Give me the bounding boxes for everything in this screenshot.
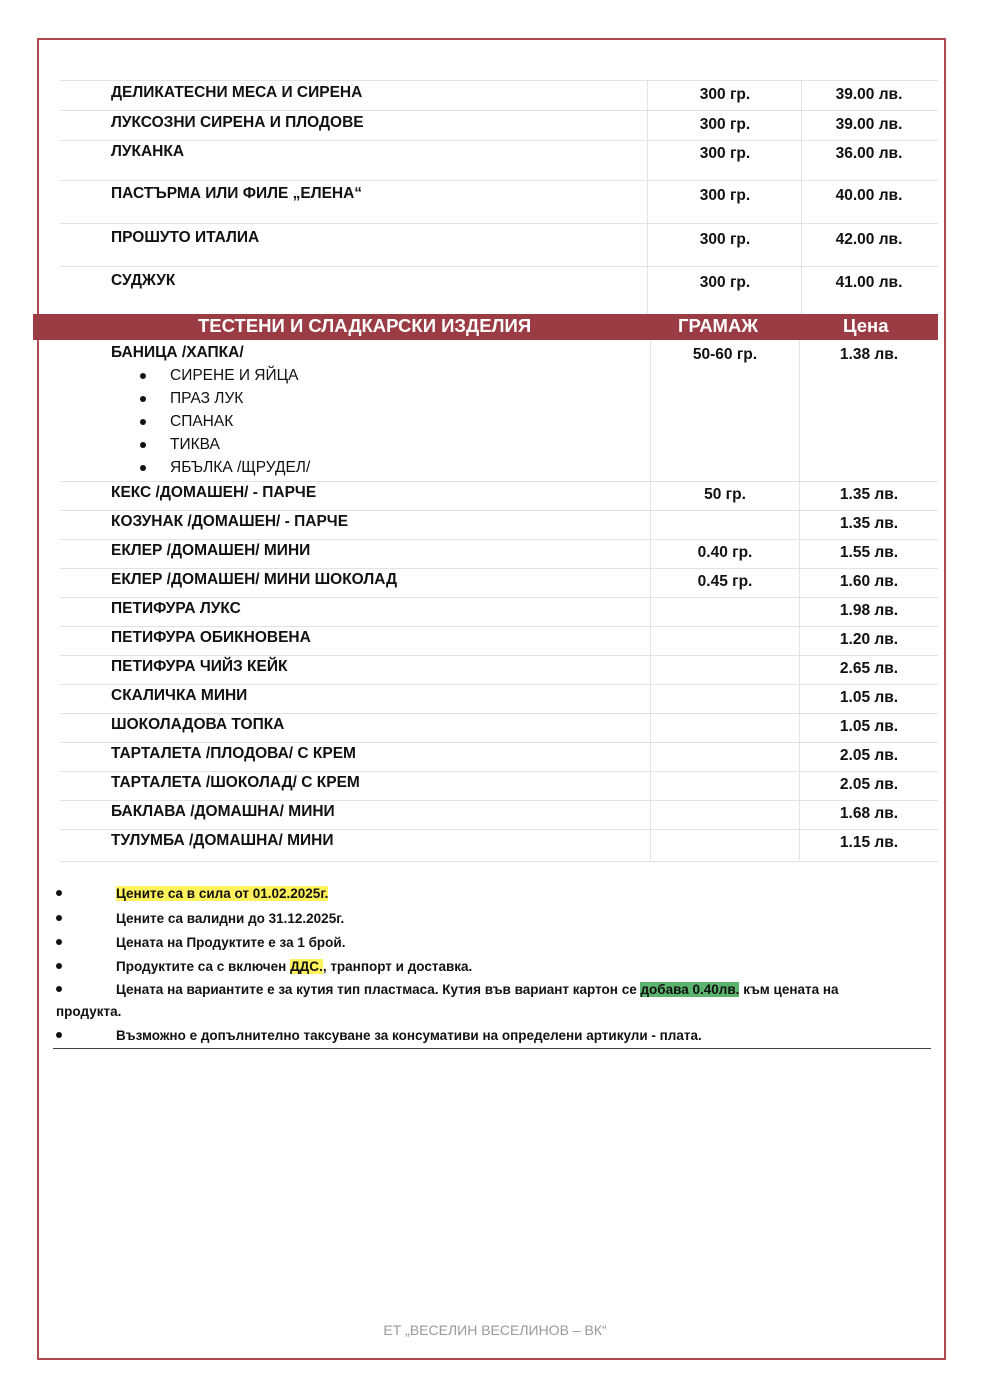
table-row [60,180,938,224]
item-price: 39.00 лв. [835,86,903,103]
item-weight: 300 гр. [699,116,751,133]
item-price: 1.05 лв. [839,718,899,735]
item-price: 1.38 лв. [839,346,899,363]
item-name: БАКЛАВА /ДОМАШНА/ МИНИ [111,803,335,820]
item-name: ЛУКСОЗНИ СИРЕНА И ПЛОДОВЕ [111,114,364,131]
item-weight: 50 гр. [704,486,746,503]
item-price: 1.98 лв. [839,602,899,619]
item-name: ТУЛУМБА /ДОМАШНА/ МИНИ [111,832,334,849]
item-name: ТАРТАЛЕТА /ПЛОДОВА/ С КРЕМ [111,745,356,762]
item-price: 2.05 лв. [839,776,899,793]
note-highlight: ДДС. [290,959,323,974]
item-name: ЕКЛЕР /ДОМАШЕН/ МИНИ ШОКОЛАД [111,571,398,588]
note-text: към цената на [739,982,839,997]
item-weight: 300 гр. [699,274,751,291]
item-price: 1.15 лв. [839,834,899,851]
item-price: 1.20 лв. [839,631,899,648]
table-row [60,223,938,267]
bullet-icon [140,465,146,471]
item-name: ЛУКАНКА [111,143,185,160]
bullet-icon [56,939,62,945]
item-name: БАНИЦА /ХАПКА/ [111,344,244,361]
variant-item: ПРАЗ ЛУК [170,390,244,407]
item-name: СУДЖУК [111,272,176,289]
section-title: ТЕСТЕНИ И СЛАДКАРСКИ ИЗДЕЛИЯ [198,315,532,336]
item-name: КЕКС /ДОМАШЕН/ - ПАРЧЕ [111,484,317,501]
bullet-icon [140,419,146,425]
variant-item: ЯБЪЛКА /ЩРУДЕЛ/ [170,459,311,476]
table-row [60,713,938,743]
table-row [60,510,938,540]
table-row [60,140,938,181]
bullet-icon [140,373,146,379]
table-row [60,684,938,714]
item-weight: 300 гр. [699,231,751,248]
note-text: Цената на вариантите е за кутия тип пластмаса. Кутия във вариант картон се [116,982,641,997]
item-name: ПЕТИФУРА ЛУКС [111,600,241,617]
item-price: 39.00 лв. [835,116,903,133]
table-row [60,655,938,685]
note-highlight: добава 0.40лв. [640,982,740,997]
table-row [60,771,938,801]
note-text: Цената на Продуктите е за 1 брой. [116,935,346,950]
item-price: 36.00 лв. [835,145,903,162]
item-price: 2.65 лв. [839,660,899,677]
note-text: продукта. [56,1004,122,1019]
variant-item: ТИКВА [170,436,220,453]
table-row [60,80,938,111]
item-weight: 0.40 гр. [697,544,753,561]
note-text: Цените са в сила от 01.02.2025г. [116,886,329,901]
table-row [60,742,938,772]
note-text: , транпорт и доставка. [322,959,473,974]
bullet-icon [56,986,62,992]
table-row [60,626,938,656]
bullet-icon [140,442,146,448]
table-row [60,539,938,569]
item-name: ЕКЛЕР /ДОМАШЕН/ МИНИ [111,542,311,559]
item-price: 1.55 лв. [839,544,899,561]
table-row [60,481,938,511]
bullet-icon [56,963,62,969]
column-header-weight: ГРАМАЖ [678,315,759,336]
item-price: 1.60 лв. [839,573,899,590]
item-price: 1.35 лв. [839,515,899,532]
table-row [60,568,938,598]
bullet-icon [56,915,62,921]
item-weight: 50-60 гр. [692,346,758,363]
item-price: 2.05 лв. [839,747,899,764]
variant-item: СПАНАК [170,413,234,430]
item-price: 42.00 лв. [835,231,903,248]
item-price: 1.35 лв. [839,486,899,503]
table-row [60,829,938,862]
item-name: ПРОШУТО ИТАЛИА [111,229,260,246]
divider [53,1048,931,1049]
table-row [60,800,938,830]
section-header [33,314,938,340]
footer-company: ЕТ „ВЕСЕЛИН ВЕСЕЛИНОВ – ВК“ [383,1322,607,1338]
bullet-icon [56,890,62,896]
table-row [60,110,938,141]
table-row [60,597,938,627]
note-text: Възможно е допълнително таксуване за консумативи на определени артикули - плата. [116,1028,702,1043]
item-name: КОЗУНАК /ДОМАШЕН/ - ПАРЧЕ [111,513,349,530]
note-text: Продуктите са с включен [116,959,291,974]
item-name: ШОКОЛАДОВА ТОПКА [111,716,285,733]
item-name: ДЕЛИКАТЕСНИ МЕСА И СИРЕНА [111,84,363,101]
bullet-icon [56,1032,62,1038]
item-name: ПЕТИФУРА ОБИКНОВЕНА [111,629,311,646]
item-weight: 300 гр. [699,86,751,103]
item-name: ПЕТИФУРА ЧИЙЗ КЕЙК [111,658,288,675]
variant-item: СИРЕНЕ И ЯЙЦА [170,367,299,384]
item-price: 40.00 лв. [835,187,903,204]
item-name: СКАЛИЧКА МИНИ [111,687,248,704]
item-price: 1.68 лв. [839,805,899,822]
table-row [60,266,938,315]
item-price: 1.05 лв. [839,689,899,706]
bullet-icon [140,396,146,402]
item-price: 41.00 лв. [835,274,903,291]
item-name: ПАСТЪРМА ИЛИ ФИЛЕ „ЕЛЕНА“ [111,185,363,202]
column-header-price: Цена [843,315,889,336]
item-weight: 300 гр. [699,145,751,162]
item-weight: 0.45 гр. [697,573,753,590]
item-name: ТАРТАЛЕТА /ШОКОЛАД/ С КРЕМ [111,774,360,791]
note-text: Цените са валидни до 31.12.2025г. [116,911,345,926]
item-weight: 300 гр. [699,187,751,204]
